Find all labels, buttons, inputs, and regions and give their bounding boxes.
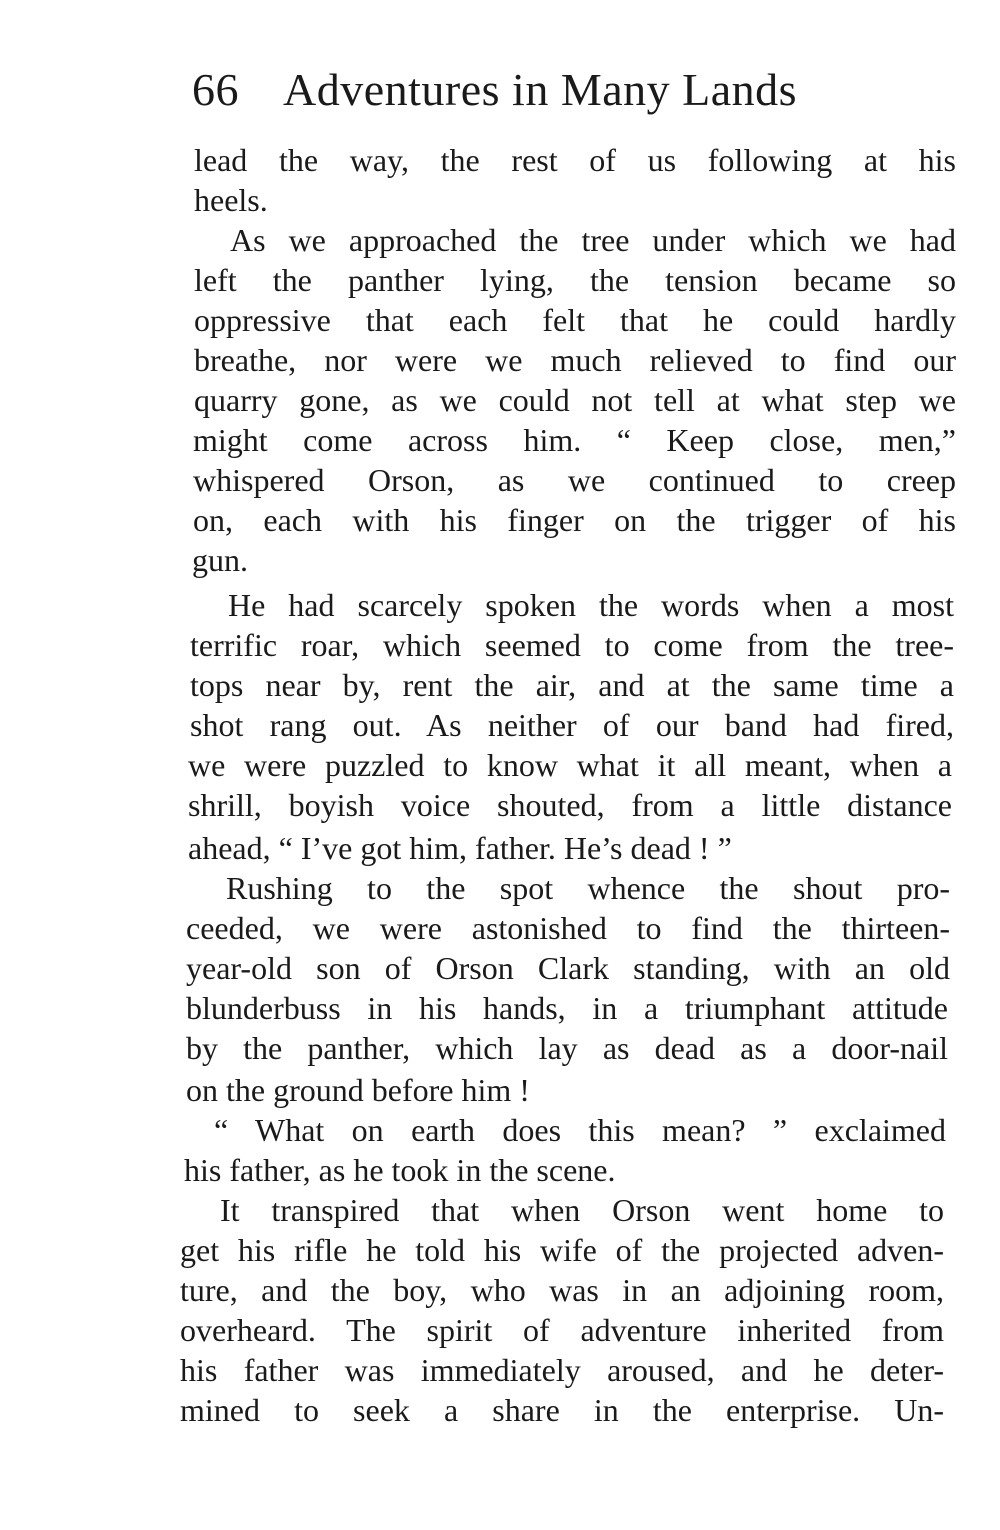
text-line: It transpired that when Orson went home to [220,1192,944,1228]
text-line: shrill, boyish voice shouted, from a little distance [188,787,952,823]
text-line: his father, as he took in the scene. [184,1152,616,1188]
text-line: As we approached the tree under which we had [230,222,956,258]
text-line: ture, and the boy, who was in an adjoining room, [180,1272,944,1308]
text-line: left the panther lying, the tension became so [194,262,956,298]
text-line: whispered Orson, as we continued to creep [193,462,956,498]
text-line: overheard. The spirit of adventure inherited from [180,1312,944,1348]
text-line: ahead, “ I’ve got him, father. He’s dead ! ” [188,830,732,866]
text-line: quarry gone, as we could not tell at what step we [194,382,956,418]
text-line: breathe, nor were we much relieved to find our [194,342,956,378]
text-line: mined to seek a share in the enterprise. Un- [180,1392,944,1428]
text-line: oppressive that each felt that he could hardly [194,302,956,338]
running-title: Adventures in Many Lands [283,64,798,115]
text-line: on the ground before him ! [186,1072,530,1108]
text-line: tops near by, rent the air, and at the same time a [190,667,954,703]
text-line: terrific roar, which seemed to come from the tree- [190,627,954,663]
text-line: heels. [194,182,268,218]
text-line: get his rifle he told his wife of the projected adven- [180,1232,944,1268]
text-line: Rushing to the spot whence the shout pro- [226,870,950,906]
text-line: shot rang out. As neither of our band had fired, [190,707,954,743]
page-header [192,60,922,120]
text-line: He had scarcely spoken the words when a most [228,587,954,623]
text-line: gun. [192,542,248,578]
text-line: might come across him. “ Keep close, men,” [193,422,956,458]
text-line: by the panther, which lay as dead as a door-nail [186,1030,948,1066]
text-line: year-old son of Orson Clark standing, with an old [186,950,950,986]
text-line: we were puzzled to know what it all meant, when a [188,747,952,783]
text-line: on, each with his finger on the trigger of his [193,502,956,538]
page-number: 66 [192,64,239,115]
text-line: “ What on earth does this mean? ” exclaimed [214,1112,946,1148]
text-line: his father was immediately aroused, and he deter- [180,1352,944,1388]
text-line: blunderbuss in his hands, in a triumphant attitude [186,990,948,1026]
text-line: ceeded, we were astonished to find the thirteen- [186,910,950,946]
text-line: lead the way, the rest of us following at his [194,142,956,178]
